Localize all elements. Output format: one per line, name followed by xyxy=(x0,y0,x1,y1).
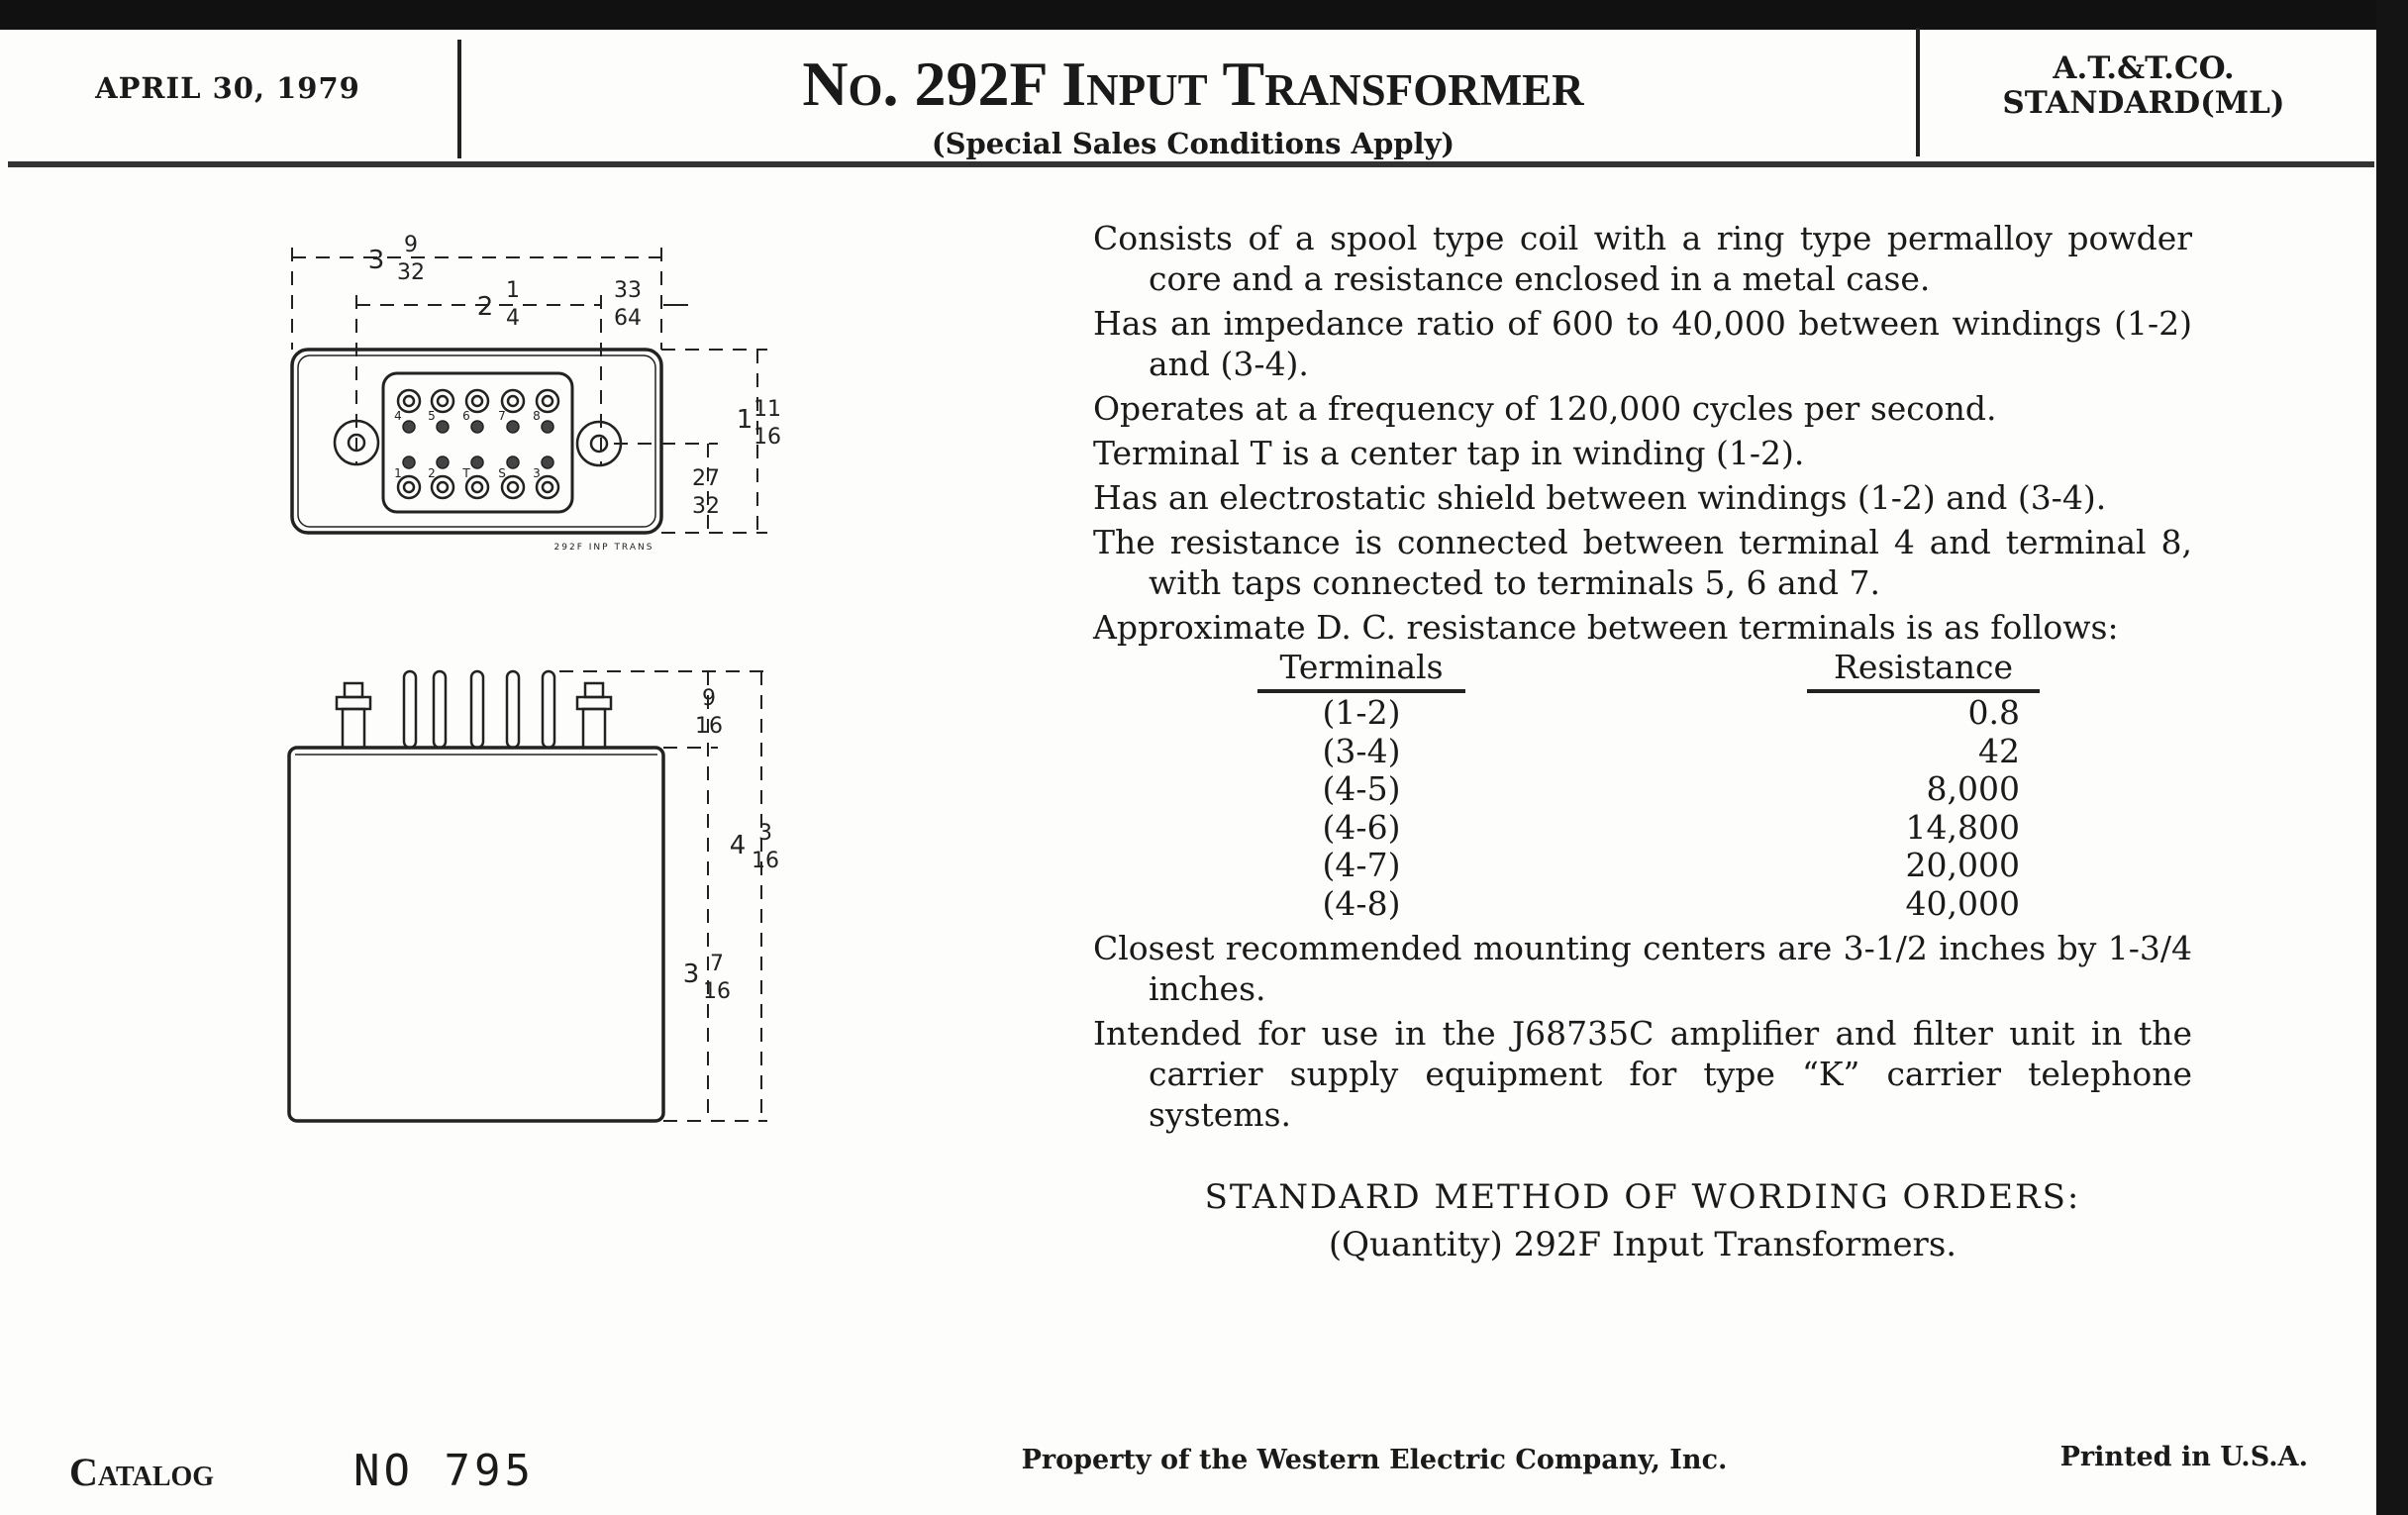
dim-case-height-den: 16 xyxy=(703,979,731,1004)
dim-edge-offset-num: 33 xyxy=(614,278,642,303)
dim-center-height-num: 27 xyxy=(692,466,720,491)
description-item: Consists of a spool type coil with a ring type permalloy powder core and a resistance enclosed in a metal case. xyxy=(1093,219,2192,298)
table-cell: 40,000 xyxy=(1905,883,2020,923)
description-item: Operates at a frequency of 120,000 cycles per second. xyxy=(1093,389,1997,428)
resistance-column xyxy=(1822,694,2020,923)
dim-terminal-height-den: 16 xyxy=(695,714,723,739)
issue-date: APRIL 30, 1979 xyxy=(95,71,360,105)
side-view xyxy=(289,671,767,1121)
dim-case-height-num: 7 xyxy=(710,952,724,976)
dim-overall-height-num: 3 xyxy=(758,821,772,846)
description-item: The resistance is connected between terminal 4 and terminal 8, with taps connected to terminals 5, 6 and 7. xyxy=(1093,523,2192,602)
description-item: Intended for use in the J68735C amplifier and filter unit in the carrier supply equipment for type “K” carrier telephone systems. xyxy=(1093,1014,2192,1134)
description-continued xyxy=(1093,928,2192,1139)
dim-height-den: 16 xyxy=(753,425,781,450)
table-cell: (4-8) xyxy=(1322,883,1401,923)
mounting-studs xyxy=(337,683,611,748)
table-cell: (4-5) xyxy=(1322,769,1401,808)
dim-center-height-den: 32 xyxy=(692,494,720,519)
catalog-number: NO 795 xyxy=(353,1446,535,1496)
terminals xyxy=(398,390,558,498)
standard-line-1: A.T.&T.CO. xyxy=(2053,50,2235,86)
dim-edge-offset-den: 64 xyxy=(614,306,642,331)
page-subtitle: (Special Sales Conditions Apply) xyxy=(931,127,1455,160)
terminal-label: 5 xyxy=(428,409,436,423)
dim-mount-spacing-den: 4 xyxy=(506,306,520,331)
dim-height-num: 11 xyxy=(753,397,781,422)
dim-terminal-height-num: 9 xyxy=(702,686,716,711)
printed-notice: Printed in U.S.A. xyxy=(2059,1442,2308,1472)
terminal-label: S xyxy=(498,466,506,480)
table-cell: (4-6) xyxy=(1322,807,1401,847)
table-cell: 0.8 xyxy=(1967,693,2020,732)
description-item: Approximate D. C. resistance between terminals is as follows: xyxy=(1093,608,2119,647)
terminal-label: 2 xyxy=(428,466,436,480)
description xyxy=(1093,218,2192,652)
table-cell: (3-4) xyxy=(1322,731,1401,770)
terminal-label: 6 xyxy=(462,409,470,423)
ordering-text: (Quantity) 292F Input Transformers. xyxy=(1328,1225,1957,1264)
description-item: Has an impedance ratio of 600 to 40,000 between windings (1-2) and (3-4). xyxy=(1093,304,2192,383)
drawing-caption: 292F INP TRANS xyxy=(553,543,654,553)
terminal-label: 1 xyxy=(394,466,402,480)
terminals-column xyxy=(1257,694,1465,923)
solder-terminals xyxy=(404,671,554,748)
description-item: Terminal T is a center tap in winding (1-2). xyxy=(1093,434,1805,472)
dim-overall-width-num: 9 xyxy=(404,233,418,257)
table-cell: 14,800 xyxy=(1905,807,2020,847)
dim-overall-width-den: 32 xyxy=(397,260,425,285)
standard-line-2: STANDARD(ML) xyxy=(2002,85,2285,121)
table-cell: (1-2) xyxy=(1322,693,1401,732)
catalog-label: Catalog xyxy=(69,1450,215,1494)
ordering-section xyxy=(1093,1173,2192,1268)
terminal-label: T xyxy=(462,466,470,480)
ordering-heading: STANDARD METHOD OF WORDING ORDERS: xyxy=(1204,1177,2081,1217)
table-cell: 8,000 xyxy=(1926,769,2020,808)
table-cell: (4-7) xyxy=(1322,846,1401,884)
description-item: Has an electrostatic shield between windings (1-2) and (3-4). xyxy=(1093,478,2107,517)
table-cell: 42 xyxy=(1978,731,2020,770)
dim-mount-spacing-whole: 2 xyxy=(476,292,494,322)
dim-height-whole: 1 xyxy=(736,405,753,435)
dim-overall-height-whole: 4 xyxy=(729,831,747,860)
property-notice: Property of the Western Electric Company, Inc. xyxy=(1021,1445,1728,1475)
dim-overall-height-den: 16 xyxy=(752,849,779,873)
terminal-label: 3 xyxy=(533,466,541,480)
dim-case-height-whole: 3 xyxy=(682,960,700,989)
terminal-label: 8 xyxy=(533,409,541,423)
header-terminals: Terminals xyxy=(1257,649,1465,693)
dim-overall-width-whole: 3 xyxy=(367,246,385,275)
table-cell: 20,000 xyxy=(1905,846,2020,884)
header-resistance: Resistance xyxy=(1807,649,2040,693)
page-title: No. 292F Input Transformer xyxy=(802,49,1584,119)
terminal-label: 7 xyxy=(498,409,506,423)
terminal-label: 4 xyxy=(394,409,402,423)
dim-mount-spacing-num: 1 xyxy=(506,278,520,303)
description-item: Closest recommended mounting centers are 3-1/2 inches by 1-3/4 inches. xyxy=(1093,929,2192,1008)
